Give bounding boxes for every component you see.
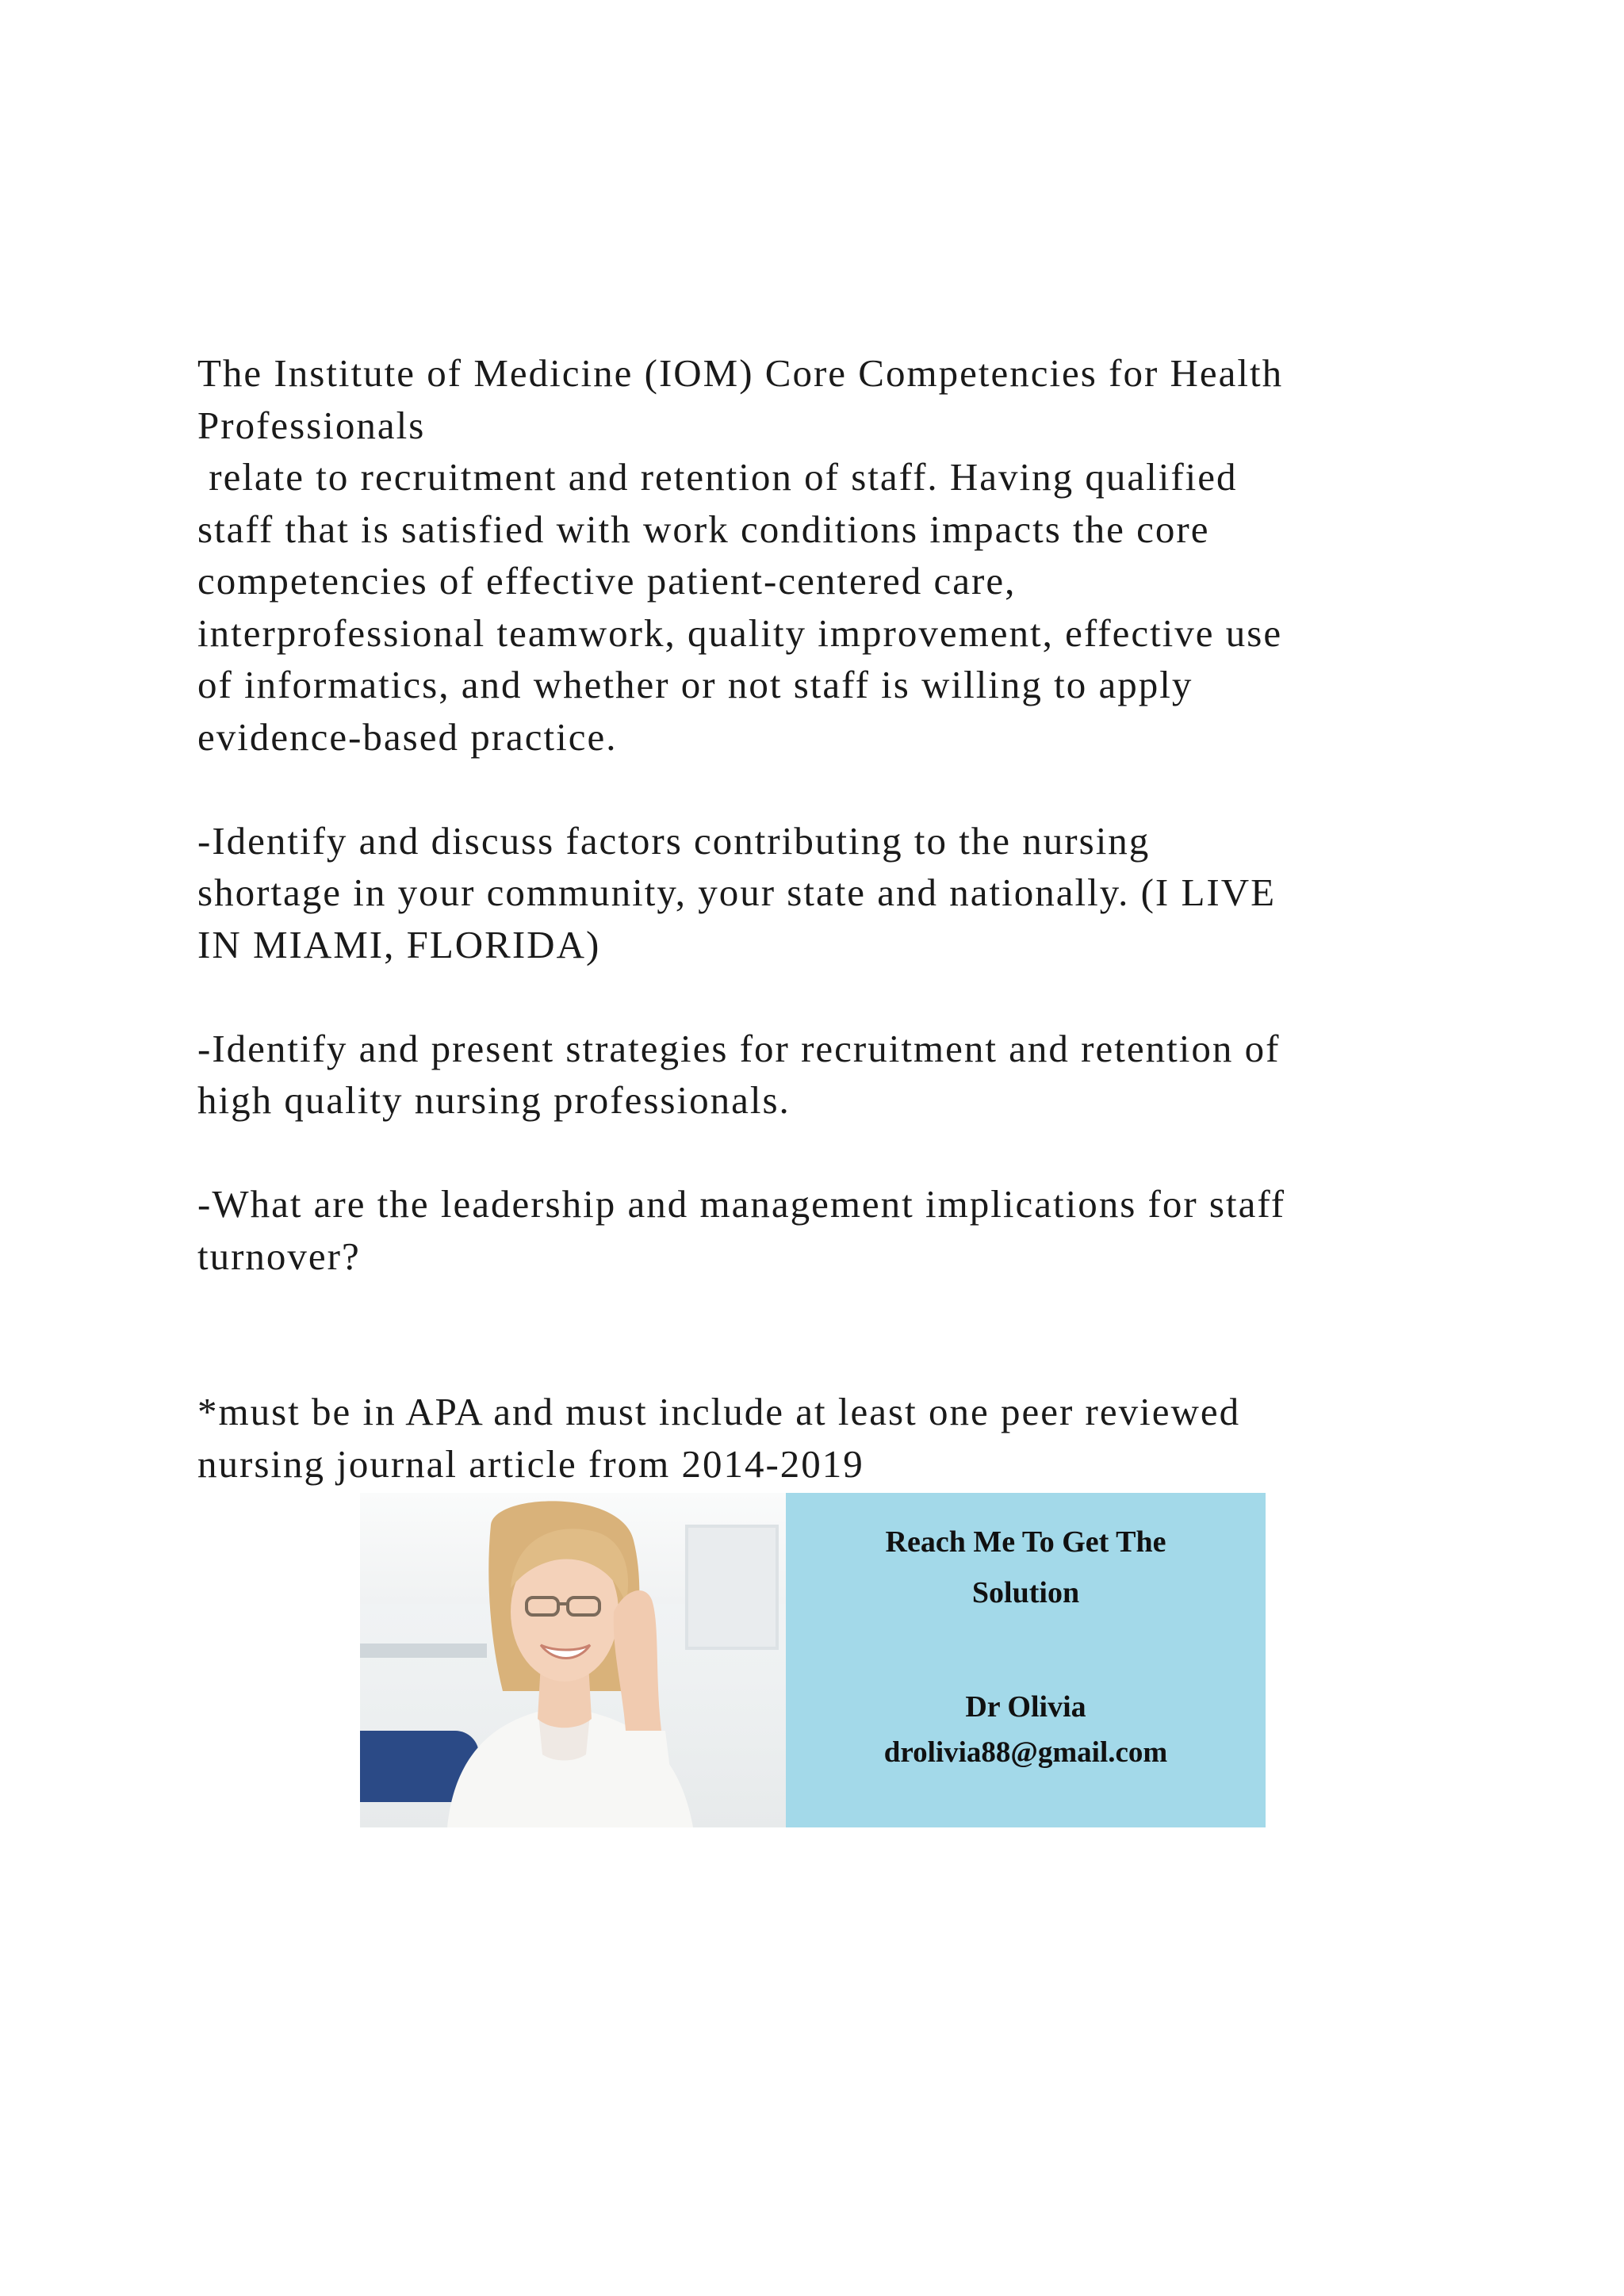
text-line: evidence-based practice.: [197, 714, 618, 759]
text-line: competencies of effective patient-centered care,: [197, 559, 1017, 603]
text-line: relate to recruitment and retention of staff. Having qualified: [197, 455, 1238, 499]
woman-figure-illustration: [360, 1493, 786, 1827]
blank-line: [197, 763, 1434, 815]
blank-line: [197, 1127, 1434, 1179]
blank-line: [197, 970, 1434, 1023]
text-line: nursing journal article from 2014-2019: [197, 1441, 864, 1486]
text-line: -Identify and discuss factors contributing to the nursing: [197, 818, 1151, 863]
text-line: staff that is satisfied with work conditions impacts the core: [197, 507, 1210, 551]
woman-photo: [360, 1493, 786, 1827]
text-line: interprofessional teamwork, quality improvement, effective use: [197, 610, 1283, 655]
text-line: -Identify and present strategies for recruitment and retention of: [197, 1026, 1281, 1070]
text-line: high quality nursing professionals.: [197, 1078, 791, 1122]
text-line: -What are the leadership and management implications for staff: [197, 1182, 1286, 1226]
text-line: Professionals: [197, 403, 426, 447]
text-line: IN MIAMI, FLORIDA): [197, 922, 601, 966]
contact-heading-line1: Reach Me To Get The: [885, 1525, 1166, 1559]
blank-line: [197, 1282, 1434, 1334]
text-line: shortage in your community, your state and nationally. (I LIVE: [197, 871, 1277, 914]
contact-email: drolivia88@gmail.com: [883, 1736, 1168, 1769]
text-line: of informatics, and whether or not staff is willing to apply: [197, 663, 1193, 706]
contact-card: [786, 1493, 1266, 1827]
document-body: [197, 347, 1434, 1490]
contact-heading-line2: Solution: [971, 1576, 1080, 1609]
text-line: The Institute of Medicine (IOM) Core Competencies for Health: [197, 351, 1284, 395]
contact-name: Dr Olivia: [965, 1690, 1086, 1724]
text-line: *must be in APA and must include at least one peer reviewed: [197, 1390, 1241, 1433]
blank-line: [197, 1334, 1434, 1387]
contact-banner: [360, 1493, 1266, 1827]
text-line: turnover?: [197, 1234, 361, 1278]
